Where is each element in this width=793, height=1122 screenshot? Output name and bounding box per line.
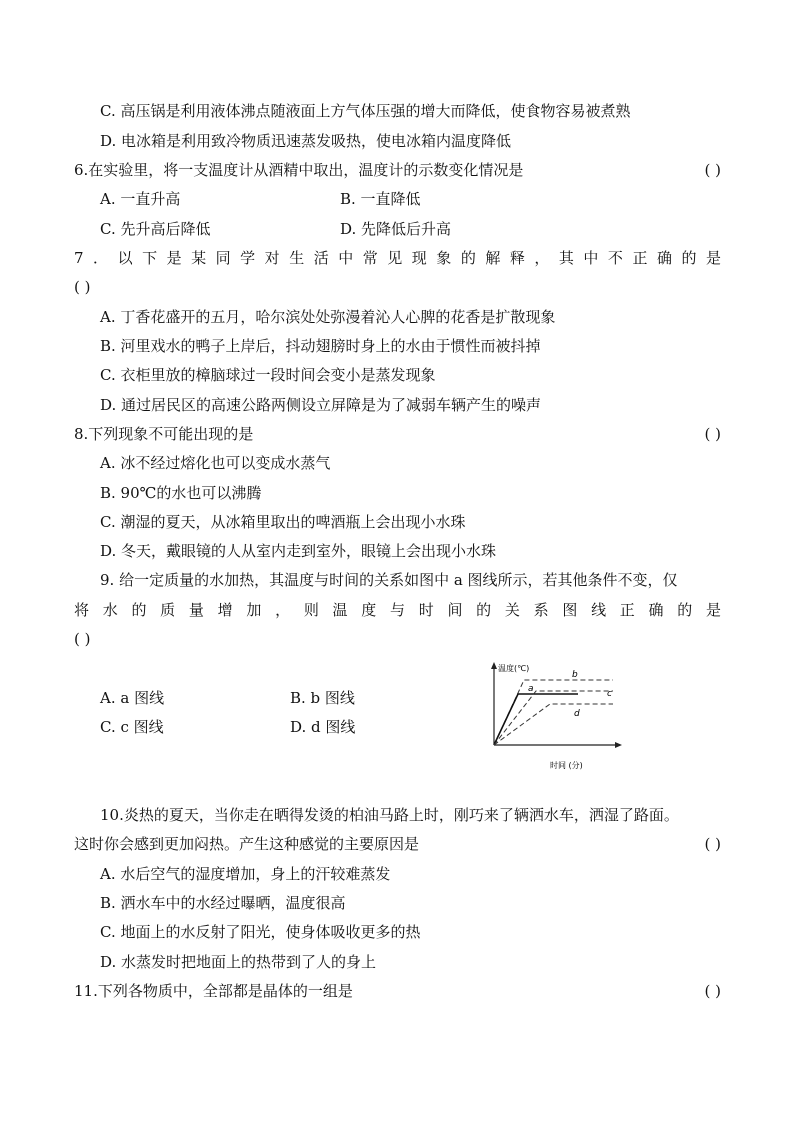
question-8: 8.下列现象不可能出现的是 ( ) [74, 425, 721, 443]
curve-label-d: d [574, 709, 580, 719]
curve-label-a: a [528, 684, 534, 694]
option-c-q10: C. 地面上的水反射了阳光，使身体吸收更多的热 [100, 923, 421, 941]
option-d-q8: D. 冬天，戴眼镜的人从室内走到室外，眼镜上会出现小水珠 [100, 542, 497, 560]
curve-c [494, 691, 613, 745]
option-b-q7: B. 河里戏水的鸭子上岸后，抖动翅膀时身上的水由于惯性而被抖掉 [100, 337, 541, 355]
answer-bracket: ( ) [704, 161, 721, 179]
y-axis-label: 温度(℃) [498, 664, 530, 673]
option-d-q7: D. 通过居民区的高速公路两侧设立屏障是为了减弱车辆产生的噪声 [100, 396, 542, 414]
answer-bracket: ( ) [704, 982, 721, 1000]
option-c-q7: C. 衣柜里放的樟脑球过一段时间会变小是蒸发现象 [100, 366, 436, 384]
x-axis-label: 时间 (分) [550, 761, 583, 770]
option-c-q8: C. 潮湿的夏天，从冰箱里取出的啤酒瓶上会出现小水珠 [100, 513, 466, 531]
options-cd-q6: C. 先升高后降低 D. 先降低后升高 [100, 220, 452, 238]
answer-bracket: ( ) [74, 278, 91, 296]
option-d-q5: D. 电冰箱是利用致冷物质迅速蒸发吸热，使电冰箱内温度降低 [100, 132, 512, 150]
option-b-q8: B. 90℃的水也可以沸腾 [100, 484, 262, 502]
curve-label-c: c [607, 689, 612, 699]
question-11: 11.下列各物质中，全部都是晶体的一组是 ( ) [74, 982, 721, 1000]
question-10: 10.炎热的夏天，当你走在晒得发烫的柏油马路上时，刚巧来了辆洒水车，洒湿了路面。 [100, 806, 679, 824]
question-10-cont: 这时你会感到更加闷热。产生这种感觉的主要原因是 ( ) [74, 835, 721, 853]
answer-bracket: ( ) [704, 835, 721, 853]
curve-a [494, 694, 578, 745]
curve-d [494, 704, 613, 745]
option-a-q7: A. 丁香花盛开的五月，哈尔滨处处弥漫着沁人心脾的花香是扩散现象 [100, 308, 556, 326]
option-a-q10: A. 水后空气的湿度增加，身上的汗较难蒸发 [100, 865, 391, 883]
options-ab-q9: A. a 图线 B. b 图线 [100, 689, 355, 707]
question-9-cont: 将水的质量增加，则温度与时间的关系图线正确的是 [74, 601, 721, 619]
option-b-q10: B. 洒水车中的水经过曝晒，温度很高 [100, 894, 346, 912]
options-ab-q6: A. 一直升高 B. 一直降低 [100, 190, 421, 208]
temperature-time-graph [478, 660, 638, 775]
options-cd-q9: C. c 图线 D. d 图线 [100, 718, 356, 736]
option-d-q10: D. 水蒸发时把地面上的热带到了人的身上 [100, 953, 377, 971]
answer-bracket: ( ) [704, 425, 721, 443]
question-7: 7．以下是某同学对生活中常见现象的解释，其中不正确的是 [74, 249, 721, 267]
curve-label-b: b [572, 670, 578, 680]
option-c-q5: C. 高压锅是利用液体沸点随液面上方气体压强的增大而降低，使食物容易被煮熟 [100, 102, 631, 120]
option-a-q8: A. 冰不经过熔化也可以变成水蒸气 [100, 454, 331, 472]
answer-bracket: ( ) [74, 630, 91, 648]
question-9: 9. 给一定质量的水加热，其温度与时间的关系如图中 a 图线所示，若其他条件不变，仅 [100, 571, 678, 589]
curve-b [494, 680, 613, 745]
question-6: 6.在实验里，将一支温度计从酒精中取出，温度计的示数变化情况是 ( ) [74, 161, 721, 179]
